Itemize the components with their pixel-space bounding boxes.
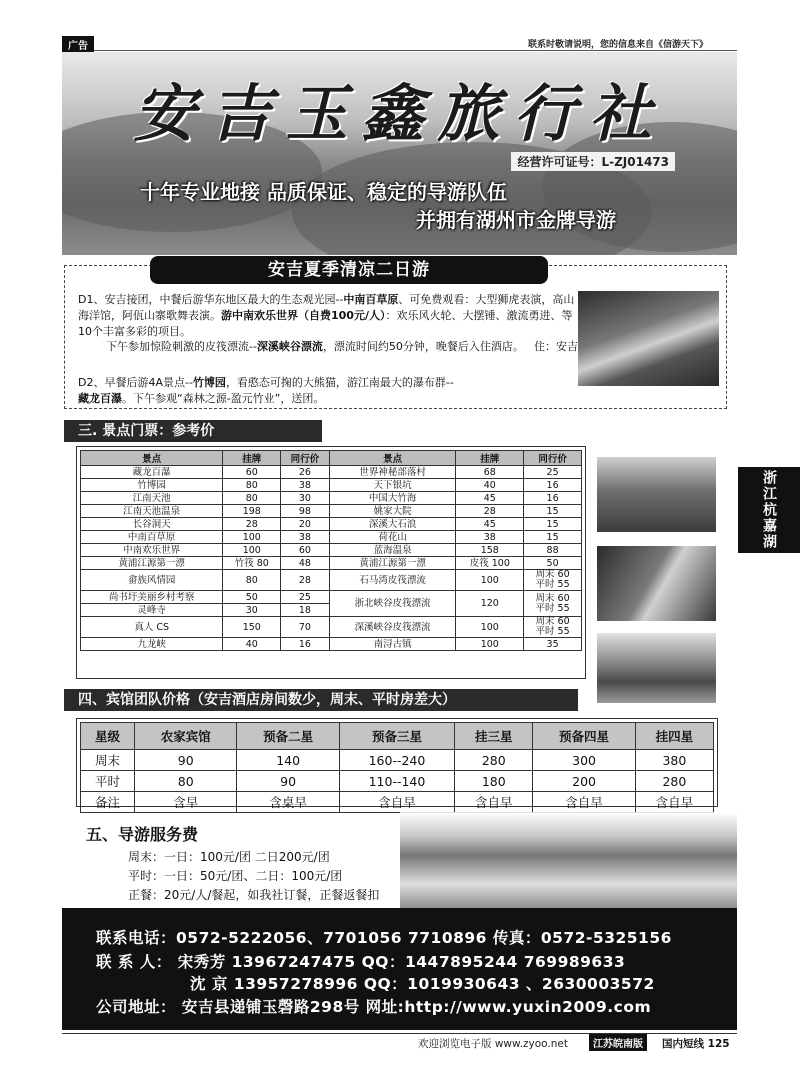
table-cell: 竹博园 — [81, 479, 223, 492]
table-row — [81, 544, 582, 557]
d2-highlight: 竹博园 — [192, 376, 226, 389]
col-header: 预备三星 — [339, 723, 454, 750]
table-cell: 长谷洞天 — [81, 518, 223, 531]
table-cell — [524, 570, 582, 591]
table-cell: 天下银坑 — [329, 479, 456, 492]
table-cell: 100 — [223, 544, 281, 557]
table-cell: 140 — [237, 750, 339, 771]
weekday-price: 平时 55 — [535, 579, 570, 590]
table-cell: 45 — [456, 518, 524, 531]
col-header: 预备四星 — [533, 723, 635, 750]
tour-title: 安吉夏季清凉二日游 — [150, 256, 548, 284]
table-cell: 15 — [524, 505, 582, 518]
guide-fee-weekday: 平时：一日：50元/团、二日：100元/团 — [128, 869, 343, 883]
col-header: 挂牌 — [223, 451, 281, 466]
table-header-row — [81, 451, 582, 466]
ticket-table — [80, 450, 582, 651]
guide-fee-meal: 正餐：20元/人/餐起，如我社订餐，正餐返餐扣 — [128, 888, 380, 902]
table-cell: 中南百草原 — [81, 531, 223, 544]
table-cell: 110--140 — [339, 771, 454, 792]
hero-banner — [62, 52, 737, 255]
d1-afternoon — [78, 339, 578, 355]
table-cell: 98 — [281, 505, 330, 518]
weekend-price: 周末 60 — [535, 592, 570, 604]
table-cell: 38 — [456, 531, 524, 544]
col-header: 农家宾馆 — [135, 723, 237, 750]
lake-photo — [400, 812, 737, 908]
table-cell: 备注 — [81, 792, 135, 813]
table-cell: 180 — [455, 771, 533, 792]
table-cell: 18 — [281, 604, 330, 617]
ancient-town-photo — [597, 633, 716, 703]
table-cell: 蓝海温泉 — [329, 544, 456, 557]
table-cell: 深溪峡谷皮筏漂流 — [329, 617, 456, 638]
col-header: 景点 — [81, 451, 223, 466]
table-cell: 380 — [635, 750, 713, 771]
table-row — [81, 518, 582, 531]
table-cell: 畲族风情园 — [81, 570, 223, 591]
source-note: 联系时敬请说明，您的信息来自《信游天下》 — [527, 40, 708, 50]
table-cell: 平时 — [81, 771, 135, 792]
table-row — [81, 466, 582, 479]
table-cell: 江南天池温泉 — [81, 505, 223, 518]
contact-person-2: 沈 京 13957278996 QQ：1019930643 、2630003572 — [190, 975, 655, 993]
waterfall-photo — [597, 546, 716, 621]
table-cell: 25 — [524, 466, 582, 479]
d2-text: ，看憨态可掬的大熊猫，游江南最大的瀑布群-- — [225, 376, 454, 389]
table-cell: 世界神秘部落村 — [329, 466, 456, 479]
table-cell: 50 — [524, 557, 582, 570]
table-cell: 280 — [635, 771, 713, 792]
col-header: 星级 — [81, 723, 135, 750]
ticket-price-table — [76, 446, 586, 679]
table-cell: 40 — [456, 479, 524, 492]
table-cell: 江南天池 — [81, 492, 223, 505]
col-header: 挂三星 — [455, 723, 533, 750]
d2-highlight: 藏龙百瀑 — [78, 391, 122, 405]
d1-text: ：欢乐风火轮、大摆锤、激流勇进、等10个丰富多彩的项目。 — [78, 308, 573, 338]
table-cell: 280 — [455, 750, 533, 771]
d1-text: 下午参加惊险刺激的皮筏漂流-- — [106, 340, 257, 354]
d1-highlight: 中南百草原 — [343, 293, 399, 306]
d2-text: 。下午参观“森林之源-盈元竹业”，送团。 — [122, 391, 325, 405]
col-header: 同行价 — [281, 451, 330, 466]
table-cell: 中南欢乐世界 — [81, 544, 223, 557]
table-cell: 荷花山 — [329, 531, 456, 544]
table-cell: 25 — [281, 591, 330, 604]
footer-url-note: 欢迎浏览电子版 www.zyoo.net — [418, 1038, 568, 1050]
footer-section-page: 国内短线 125 — [662, 1038, 730, 1050]
table-cell: 38 — [281, 479, 330, 492]
table-cell: 藏龙百瀑 — [81, 466, 223, 479]
guide-fees — [128, 848, 379, 905]
hotel-table — [80, 722, 714, 813]
weekend-price: 周末 60 — [535, 569, 570, 580]
table-cell: 100 — [456, 617, 524, 638]
table-cell: 45 — [456, 492, 524, 505]
table-cell — [524, 617, 582, 638]
table-cell: 70 — [281, 617, 330, 638]
d1-text: D1、安吉接团，中餐后游华东地区最大的生态观光园-- — [78, 293, 344, 306]
ad-tag: 广告 — [62, 36, 94, 53]
table-cell: 九龙峡 — [81, 638, 223, 651]
table-cell: 深溪大石浪 — [329, 518, 456, 531]
table-header-row — [81, 723, 714, 750]
table-cell: 16 — [524, 479, 582, 492]
agency-name: 安吉玉鑫旅行社 — [133, 77, 666, 150]
table-row — [81, 771, 714, 792]
d1-stay: 住：安吉 — [534, 340, 578, 354]
contact-address: 公司地址： 安吉县递铺玉磬路298号 网址:http://www.yuxin2009.com — [96, 998, 652, 1016]
license-number: 经营许可证号：L-ZJ01473 — [511, 152, 675, 171]
col-header: 同行价 — [524, 451, 582, 466]
table-cell: 80 — [223, 570, 281, 591]
table-cell: 浙北峡谷皮筏漂流 — [329, 591, 456, 617]
d1-text: 、可免费观看：大型狮虎表演，高山海洋馆，阿佤山寨歌舞表演。 — [78, 293, 575, 322]
table-row — [81, 557, 582, 570]
table-cell: 100 — [456, 638, 524, 651]
col-header: 挂牌 — [456, 451, 524, 466]
table-cell: 黄浦江源第一漂 — [329, 557, 456, 570]
table-cell: 15 — [524, 531, 582, 544]
table-cell: 40 — [223, 638, 281, 651]
table-cell: 68 — [456, 466, 524, 479]
table-row — [81, 570, 582, 591]
table-cell: 30 — [223, 604, 281, 617]
d2-text: D2、早餐后游4A景点-- — [78, 376, 193, 389]
table-cell: 200 — [533, 771, 635, 792]
table-cell: 198 — [223, 505, 281, 518]
col-header: 预备二星 — [237, 723, 339, 750]
col-header: 景点 — [329, 451, 456, 466]
table-cell: 周末 — [81, 750, 135, 771]
d1-text: ，漂流时间约50分钟，晚餐后入住酒店。 — [322, 340, 524, 354]
table-row — [81, 750, 714, 771]
table-cell: 含自早 — [635, 792, 713, 813]
table-cell: 20 — [281, 518, 330, 531]
table-cell: 28 — [223, 518, 281, 531]
table-cell: 100 — [223, 531, 281, 544]
hotels-heading: 四、宾馆团队价格（安吉酒店房间数少，周末、平时房差大） — [64, 689, 578, 711]
table-row — [81, 479, 582, 492]
col-header: 挂四星 — [635, 723, 713, 750]
table-row — [81, 792, 714, 813]
table-cell: 60 — [223, 466, 281, 479]
contact-person-1: 联 系 人： 宋秀芳 13967247475 QQ：1447895244 769989633 — [96, 953, 626, 971]
table-cell: 真人 CS — [81, 617, 223, 638]
guide-heading: 五、导游服务费 — [86, 825, 199, 844]
table-cell: 16 — [281, 638, 330, 651]
rafting-photo — [578, 291, 719, 386]
slogan-line-1: 十年专业地接 品质保证、稳定的导游队伍 — [140, 180, 507, 204]
table-cell: 28 — [281, 570, 330, 591]
d1-highlight: 深溪峡谷漂流 — [256, 340, 323, 354]
bamboo-park-photo — [597, 457, 716, 532]
table-cell: 含自早 — [455, 792, 533, 813]
table-row — [81, 617, 582, 638]
table-cell: 158 — [456, 544, 524, 557]
guide-fee-weekend: 周末：一日：100元/团 二日200元/团 — [128, 850, 330, 864]
table-cell: 90 — [135, 750, 237, 771]
table-row — [81, 505, 582, 518]
table-cell: 皮筏 100 — [456, 557, 524, 570]
table-cell: 南浔古镇 — [329, 638, 456, 651]
table-cell: 15 — [524, 518, 582, 531]
contact-phone: 联系电话：0572-5222056、7701056 7710896 传真：0572-5325156 — [96, 929, 672, 947]
table-row — [81, 531, 582, 544]
table-cell: 黄浦江源第一漂 — [81, 557, 223, 570]
table-cell: 50 — [223, 591, 281, 604]
table-cell: 88 — [524, 544, 582, 557]
table-cell: 48 — [281, 557, 330, 570]
table-cell: 30 — [281, 492, 330, 505]
weekday-price: 平时 55 — [535, 602, 570, 614]
table-cell: 16 — [524, 492, 582, 505]
table-cell: 姚家大院 — [329, 505, 456, 518]
weekday-price: 平时 55 — [535, 626, 570, 637]
table-cell: 80 — [223, 492, 281, 505]
contact-panel — [62, 908, 737, 1030]
table-cell: 中国大竹海 — [329, 492, 456, 505]
table-cell: 80 — [223, 479, 281, 492]
tour-day1 — [78, 292, 578, 355]
d1-highlight: 游中南欢乐世界（自费100元/人） — [221, 308, 386, 322]
table-cell — [524, 591, 582, 617]
table-cell: 28 — [456, 505, 524, 518]
table-cell: 灵峰寺 — [81, 604, 223, 617]
table-row — [81, 591, 582, 604]
slogan-line-2: 并拥有湖州市金牌导游 — [416, 208, 616, 232]
table-cell: 含自早 — [339, 792, 454, 813]
weekend-price: 周末 60 — [535, 616, 570, 627]
table-cell: 60 — [281, 544, 330, 557]
table-cell: 含桌早 — [237, 792, 339, 813]
table-cell: 300 — [533, 750, 635, 771]
table-cell: 90 — [237, 771, 339, 792]
table-row — [81, 638, 582, 651]
table-cell: 100 — [456, 570, 524, 591]
table-cell: 120 — [456, 591, 524, 617]
table-cell: 38 — [281, 531, 330, 544]
table-cell: 尚书圩美丽乡村考察 — [81, 591, 223, 604]
tickets-heading: 三. 景点门票：参考价 — [64, 420, 322, 442]
table-cell: 150 — [223, 617, 281, 638]
table-cell: 26 — [281, 466, 330, 479]
table-cell: 含早 — [135, 792, 237, 813]
region-side-tab: 浙江杭嘉湖 — [738, 467, 800, 553]
table-cell: 含自早 — [533, 792, 635, 813]
table-row — [81, 492, 582, 505]
tour-day2 — [78, 375, 718, 407]
table-cell: 石马湾皮筏漂流 — [329, 570, 456, 591]
table-cell: 竹筏 80 — [223, 557, 281, 570]
table-cell: 160--240 — [339, 750, 454, 771]
footer-edition: 江苏皖南版 — [589, 1034, 647, 1051]
table-cell: 80 — [135, 771, 237, 792]
table-cell: 35 — [524, 638, 582, 651]
hotel-price-table — [76, 718, 718, 810]
